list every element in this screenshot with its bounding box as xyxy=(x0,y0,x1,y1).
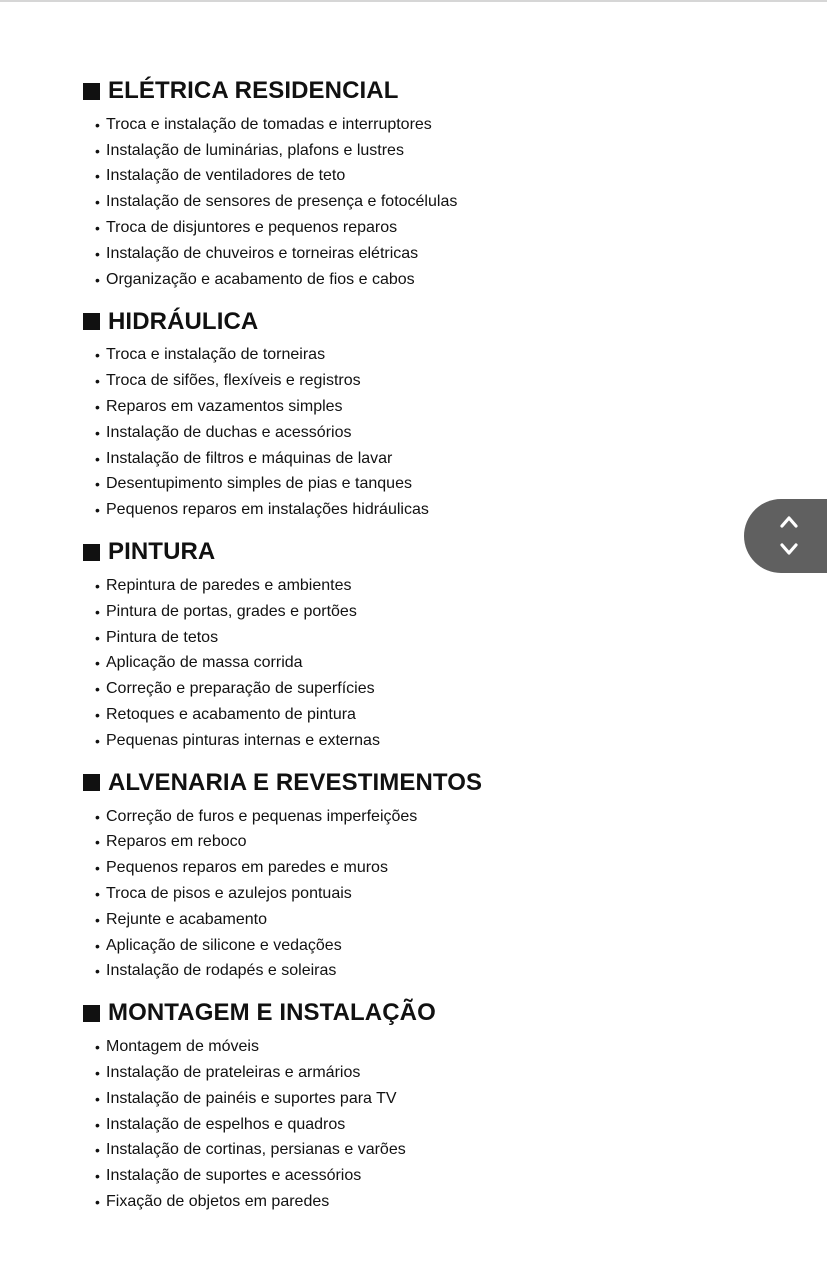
section-title: PINTURA xyxy=(108,538,216,566)
section-heading xyxy=(83,305,643,339)
square-bullet-icon xyxy=(83,774,100,791)
service-item-text: Pintura de tetos xyxy=(106,628,219,646)
service-item-text: Troca e instalação de tomadas e interruptores xyxy=(106,115,432,133)
service-item-text: Reparos em vazamentos simples xyxy=(106,398,343,416)
service-item-text: Instalação de chuveiros e torneiras elétricas xyxy=(106,244,419,262)
square-bullet-icon xyxy=(83,1005,100,1022)
service-item xyxy=(95,1112,643,1138)
bullet-icon: • xyxy=(95,271,100,288)
service-item-text: Troca de pisos e azulejos pontuais xyxy=(106,885,352,903)
section-heading xyxy=(83,74,643,108)
service-item xyxy=(95,728,643,754)
bullet-icon: • xyxy=(95,834,100,851)
service-item xyxy=(95,164,643,190)
bullet-icon: • xyxy=(95,1168,100,1185)
service-item xyxy=(95,1138,643,1164)
section-title: ALVENARIA E REVESTIMENTOS xyxy=(108,768,483,796)
bullet-icon: • xyxy=(95,578,100,595)
bullet-icon: • xyxy=(95,1090,100,1107)
service-section xyxy=(83,74,643,293)
service-item-text: Instalação de sensores de presença e fotocélulas xyxy=(106,193,458,211)
service-list xyxy=(83,804,643,985)
service-item xyxy=(95,881,643,907)
bullet-icon: • xyxy=(95,116,100,133)
service-section xyxy=(83,996,643,1215)
square-bullet-icon xyxy=(83,83,100,100)
service-item xyxy=(95,138,643,164)
service-item xyxy=(95,651,643,677)
square-bullet-icon xyxy=(83,313,100,330)
bullet-icon: • xyxy=(95,963,100,980)
service-item xyxy=(95,241,643,267)
service-item xyxy=(95,1189,643,1215)
service-section xyxy=(83,305,643,524)
chevron-down-icon[interactable] xyxy=(779,539,799,559)
service-item xyxy=(95,215,643,241)
service-item-text: Instalação de espelhos e quadros xyxy=(106,1115,346,1133)
service-item-text: Correção e preparação de superfícies xyxy=(106,680,375,698)
service-item-text: Troca e instalação de torneiras xyxy=(106,346,326,364)
service-item xyxy=(95,702,643,728)
section-heading xyxy=(83,766,643,800)
service-item xyxy=(95,420,643,446)
service-item-text: Troca de disjuntores e pequenos reparos xyxy=(106,219,398,237)
service-item xyxy=(95,907,643,933)
bullet-icon: • xyxy=(95,937,100,954)
section-title: ELÉTRICA RESIDENCIAL xyxy=(108,77,399,104)
service-item xyxy=(95,1086,643,1112)
service-item-text: Repintura de paredes e ambientes xyxy=(106,577,352,595)
bullet-icon: • xyxy=(95,808,100,825)
service-item xyxy=(95,112,643,138)
service-item-text: Instalação de painéis e suportes para TV xyxy=(106,1089,397,1107)
service-item xyxy=(95,1034,643,1060)
bullet-icon: • xyxy=(95,1116,100,1133)
bullet-icon: • xyxy=(95,373,100,390)
service-item-text: Desentupimento simples de pias e tanques xyxy=(106,475,412,493)
service-item xyxy=(95,599,643,625)
bullet-icon: • xyxy=(95,1193,100,1210)
service-item xyxy=(95,573,643,599)
service-item-text: Instalação de cortinas, persianas e varões xyxy=(106,1141,406,1159)
service-list xyxy=(83,343,643,524)
service-item xyxy=(95,472,643,498)
service-item-text: Instalação de filtros e máquinas de lavar xyxy=(106,449,393,467)
service-item-text: Instalação de ventiladores de teto xyxy=(106,167,346,185)
bullet-icon: • xyxy=(95,1065,100,1081)
service-item xyxy=(95,855,643,881)
square-bullet-icon xyxy=(83,544,100,561)
service-item-text: Rejunte e acabamento xyxy=(106,910,267,928)
service-item xyxy=(95,625,643,651)
service-item xyxy=(95,804,643,830)
page-scroll-control[interactable] xyxy=(744,499,827,573)
bullet-icon: • xyxy=(95,220,100,237)
bullet-icon: • xyxy=(95,629,100,646)
service-item xyxy=(95,1163,643,1189)
chevron-up-icon[interactable] xyxy=(779,512,799,532)
service-item xyxy=(95,446,643,472)
bullet-icon: • xyxy=(95,681,100,698)
bullet-icon: • xyxy=(95,194,100,211)
bullet-icon: • xyxy=(95,450,100,467)
service-item xyxy=(95,343,643,369)
service-item-text: Aplicação de massa corrida xyxy=(106,654,303,672)
service-item-text: Fixação de objetos em paredes xyxy=(106,1192,330,1210)
bullet-icon: • xyxy=(95,1142,100,1159)
bullet-icon: • xyxy=(95,476,100,493)
bullet-icon: • xyxy=(95,1039,100,1056)
service-item-text: Troca de sifões, flexíveis e registros xyxy=(106,372,361,390)
bullet-icon: • xyxy=(95,168,100,185)
service-item-text: Montagem de móveis xyxy=(106,1038,259,1056)
section-title: HIDRÁULICA xyxy=(108,307,259,335)
bullet-icon: • xyxy=(95,655,100,672)
service-item-text: Correção de furos e pequenas imperfeições xyxy=(106,807,418,825)
bullet-icon: • xyxy=(95,347,100,364)
service-item-text: Pequenas pinturas internas e externas xyxy=(106,731,380,749)
service-item xyxy=(95,267,643,293)
section-heading xyxy=(83,535,643,569)
service-item-text: Instalação de rodapés e soleiras xyxy=(106,962,337,980)
service-item xyxy=(95,830,643,856)
service-list xyxy=(83,1034,643,1215)
bullet-icon: • xyxy=(95,142,100,159)
section-heading xyxy=(83,996,643,1030)
service-item-text: Pequenos reparos em paredes e muros xyxy=(106,859,388,877)
services-document xyxy=(83,74,643,1227)
service-item-text: Reparos em reboco xyxy=(106,833,247,851)
service-item xyxy=(95,368,643,394)
bullet-icon: • xyxy=(95,399,100,416)
service-item-text: Organização e acabamento de fios e cabos xyxy=(106,270,415,288)
bullet-icon: • xyxy=(95,603,100,620)
service-list xyxy=(83,573,643,754)
bullet-icon: • xyxy=(95,732,100,749)
service-item xyxy=(95,676,643,702)
service-item-text: Retoques e acabamento de pintura xyxy=(106,706,356,724)
bullet-icon: • xyxy=(95,886,100,903)
bullet-icon: • xyxy=(95,860,100,877)
service-section xyxy=(83,766,643,985)
service-item xyxy=(95,189,643,215)
service-section xyxy=(83,535,643,754)
service-item xyxy=(95,394,643,420)
top-divider xyxy=(0,0,827,2)
bullet-icon: • xyxy=(95,911,100,928)
service-item xyxy=(95,959,643,985)
service-item-text: Instalação de prateleiras e armários xyxy=(106,1064,361,1081)
service-item-text: Pintura de portas, grades e portões xyxy=(106,602,357,620)
service-item xyxy=(95,497,643,523)
service-list xyxy=(83,112,643,293)
bullet-icon: • xyxy=(95,245,100,262)
service-item-text: Pequenos reparos em instalações hidráulicas xyxy=(106,501,429,519)
service-item-text: Aplicação de silicone e vedações xyxy=(106,936,342,954)
service-item xyxy=(95,1060,643,1086)
bullet-icon: • xyxy=(95,424,100,441)
service-item-text: Instalação de suportes e acessórios xyxy=(106,1167,362,1185)
bullet-icon: • xyxy=(95,502,100,519)
service-item xyxy=(95,933,643,959)
service-item-text: Instalação de duchas e acessórios xyxy=(106,423,352,441)
bullet-icon: • xyxy=(95,707,100,724)
service-item-text: Instalação de luminárias, plafons e lustres xyxy=(106,141,404,159)
section-title: MONTAGEM E INSTALAÇÃO xyxy=(108,999,436,1027)
